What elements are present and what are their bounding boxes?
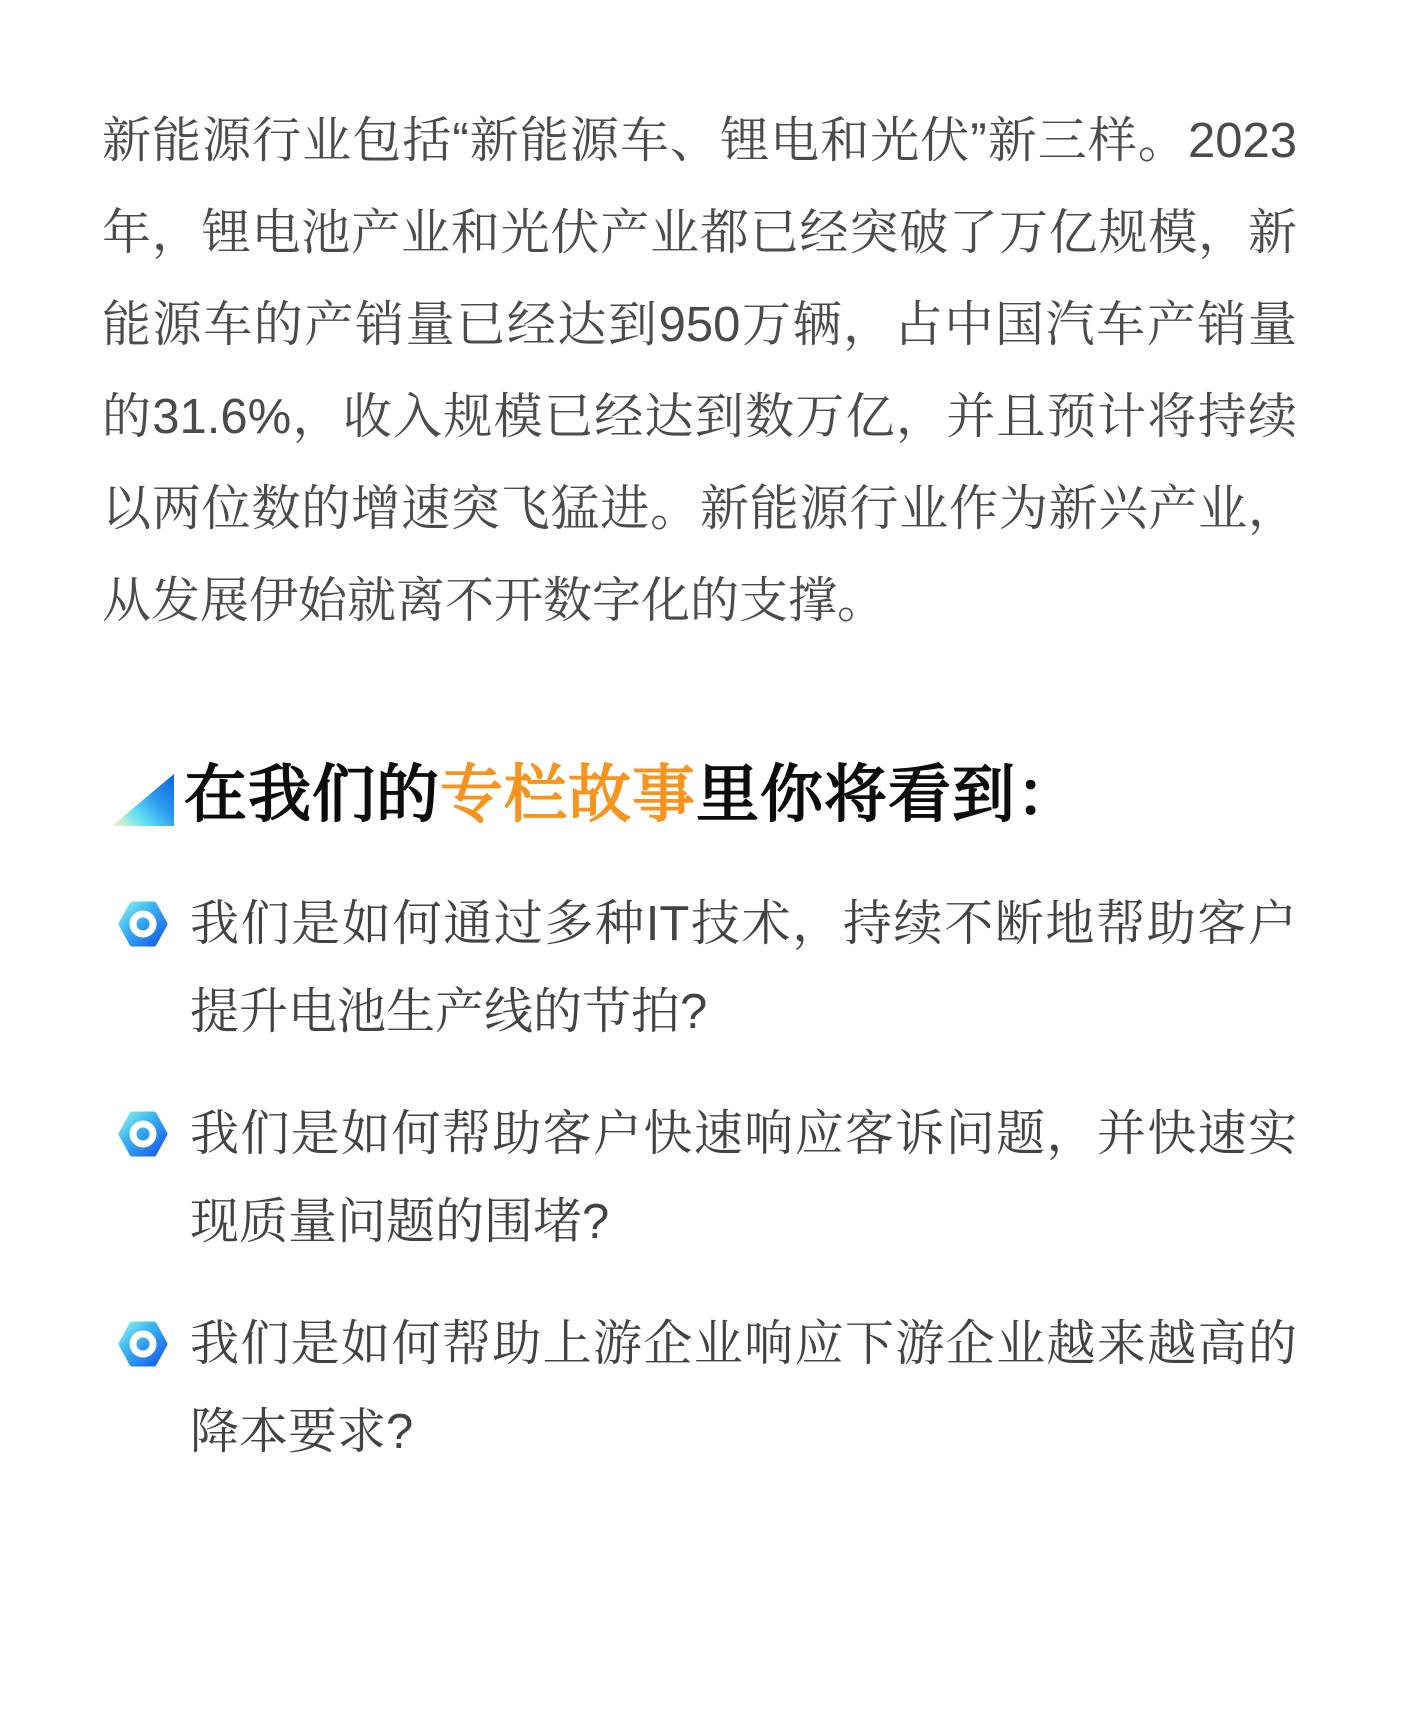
hex-nut-icon <box>118 1320 168 1368</box>
bullet-text: 我们是如何帮助上游企业响应下游企业越来越高的降本要求? <box>190 1317 1297 1459</box>
list-item <box>102 1090 1297 1266</box>
list-item <box>102 880 1297 1056</box>
heading-highlight: 专栏故事 <box>440 760 696 830</box>
list-item <box>102 1300 1297 1476</box>
bullet-text: 我们是如何通过多种IT技术，持续不断地帮助客户提升电池生产线的节拍? <box>190 897 1297 1039</box>
section-heading-text <box>184 748 1080 842</box>
bullet-text: 我们是如何帮助客户快速响应客诉问题，并快速实现质量问题的围堵? <box>190 1107 1297 1249</box>
bullet-list <box>102 880 1297 1476</box>
heading-suffix: 里你将看到： <box>696 760 1080 830</box>
hex-nut-icon <box>118 900 168 948</box>
hex-nut-icon <box>118 1110 168 1158</box>
heading-prefix: 在我们的 <box>184 760 440 830</box>
intro-paragraph: 新能源行业包括“新能源车、锂电和光伏”新三样。2023年，锂电池产业和光伏产业都已经突破了万亿规模，新能源车的产销量已经达到950万辆，占中国汽车产销量的31.6%，收入规模已经达到数万亿，并且预计将持续以两位数的增速突飞猛进。新能源行业作为新兴产业，从发展伊始就离不开数字化的支撑。 <box>102 114 1297 628</box>
section-heading <box>102 748 1297 842</box>
triangle-icon <box>112 774 174 826</box>
